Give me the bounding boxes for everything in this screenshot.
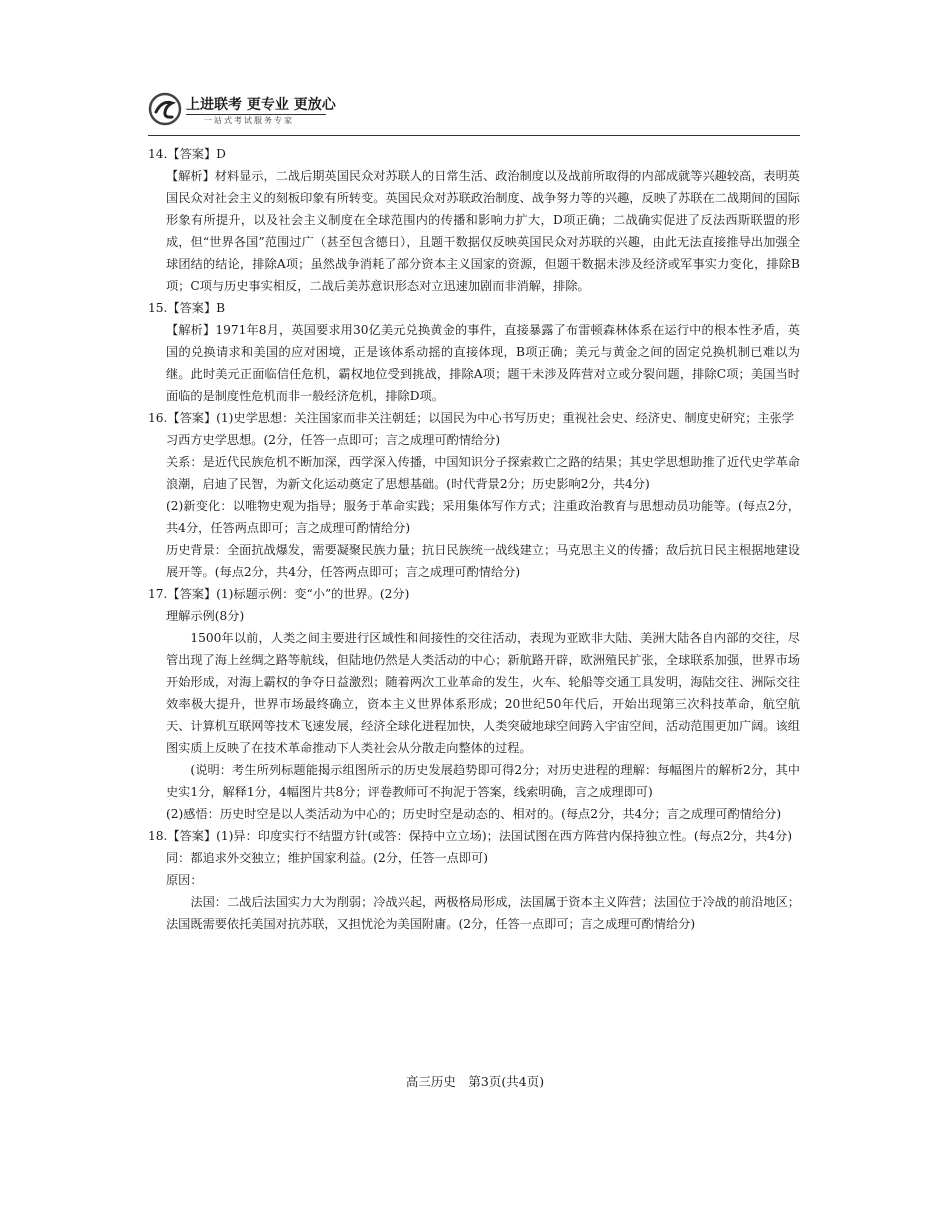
q17-answer: 17.【答案】(1)标题示例：变“小”的世界。(2分) — [148, 587, 410, 601]
q18-france: 法国：二战后法国实力大为削弱；冷战兴起，两极格局形成，法国属于资本主义阵营；法国位于冷战的前沿地区；法国既需要依托美国对抗苏联，又担忧沦为美国附庸。(2分，任答一点即可；言之成理可酌情给分) — [166, 895, 800, 931]
q18-reason-label: 原因： — [166, 873, 203, 887]
q15-explanation: 【解析】1971年8月，英国要求用30亿美元兑换黄金的事件，直接暴露了布雷顿森林体系在运行中的根本性矛盾，英国的兑换请求和美国的应对困境，正是该体系动摇的直接体现，B项正确；美元与黄金之间的固定兑换机制已难以为继。此时美元正面临信任危机，霸权地位受到挑战，排除A项；题干未涉及阵营对立或分裂问题，排除C项；美国当时面临的是制度性危机而非一般经济危机，排除D项。 — [166, 323, 800, 403]
q14-explanation: 【解析】材料显示，二战后期英国民众对苏联人的日常生活、政治制度以及战前所取得的内部成就等兴趣较高，表明英国民众对社会主义的刻板印象有所转变。英国民众对苏联政治制度、战争努力等的兴趣，反映了苏联在二战期间的国际形象有所提升，以及社会主义制度在全球范围内的传播和影响力扩大，D项正确；二战确实促进了反法西斯联盟的形成，但“世界各国”范围过广（甚至包含德日），且题干数据仅反映英国民众对苏联的兴趣，由此无法直接推导出加强全球团结的结论，排除A项；虽然战争消耗了部分资本主义国家的资源，但题干数据未涉及经济或军事实力变化，排除B项；C项与历史事实相反，二战后美苏意识形态对立迅速加剧而非消解，排除。 — [166, 169, 800, 293]
brand-title: 上进联考 更专业 更放心 — [186, 97, 336, 113]
question-18 — [148, 825, 800, 935]
q16-part2: (2)新变化：以唯物史观为指导；服务于革命实践；采用集体写作方式；注重政治教育与思想动员功能等。(每点2分，共4分，任答两点即可；言之成理可酌情给分) — [166, 499, 800, 535]
question-15 — [148, 297, 800, 407]
question-16 — [148, 407, 800, 583]
q17-part2: (2)感悟：历史时空是以人类活动为中心的；历史时空是动态的、相对的。(每点2分，共4分；言之成理可酌情给分) — [166, 807, 782, 821]
page-header — [148, 92, 800, 136]
q16-relation: 关系：是近代民族危机不断加深，西学深入传播，中国知识分子探索救亡之路的结果；其史学思想助推了近代史学革命浪潮，启迪了民智，为新文化运动奠定了思想基础。(时代背景2分；历史影响2分，共4分) — [166, 455, 800, 491]
header-divider — [148, 135, 800, 136]
q18-same: 同：都追求外交独立；维护国家利益。(2分，任答一点即可) — [166, 851, 488, 865]
q17-note: (说明：考生所列标题能揭示组图所示的历史发展趋势即可得2分；对历史进程的理解：每幅图片的解析2分，其中史实1分，解释1分，4幅图片共8分；评卷教师可不拘泥于答案，线索明确，言之成理即可) — [166, 763, 800, 799]
q17-essay: 1500年以前，人类之间主要进行区域性和间接性的交往活动，表现为亚欧非大陆、美洲大陆各自内部的交往，尽管出现了海上丝绸之路等航线，但陆地仍然是人类活动的中心；新航路开辟，欧洲殖民扩张，全球联系加强，世界市场开始形成，对海上霸权的争夺日益激烈；随着两次工业革命的发生，火车、轮船等交通工具发明，海陆交往、洲际交往效率极大提升，世界市场最终确立，资本主义世界体系形成；20世纪50年代后，开始出现第三次科技革命，航空航天、计算机互联网等技术飞速发展，经济全球化进程加快，人类突破地球空间跨入宇宙空间，活动范围更加广阔。该组图实质上反映了在技术革命推动下人类社会从分散走向整体的过程。 — [166, 631, 800, 755]
brand-subtitle: 一站式考试服务专家 — [204, 116, 294, 125]
page-footer: 高三历史 第3页(共4页) — [405, 1074, 545, 1089]
q17-example-label: 理解示例(8分) — [166, 609, 245, 623]
q15-answer: 15.【答案】B — [148, 301, 226, 315]
question-17 — [148, 583, 800, 825]
brand-logo-icon — [148, 92, 182, 126]
answer-content — [148, 143, 800, 935]
q18-answer: 18.【答案】(1)异：印度实行不结盟方针(或答：保持中立立场)；法国试图在西方阵营内保持独立性。(每点2分，共4分) — [148, 829, 792, 843]
question-14 — [148, 143, 800, 297]
q16-background: 历史背景：全面抗战爆发，需要凝聚民族力量；抗日民族统一战线建立；马克思主义的传播；敌后抗日民主根据地建设展开等。(每点2分，共4分，任答两点即可；言之成理可酌情给分) — [166, 543, 800, 579]
q14-answer: 14.【答案】D — [148, 147, 226, 161]
q16-answer: 16.【答案】(1)史学思想：关注国家而非关注朝廷；以国民为中心书写历史；重视社会史、经济史、制度史研究；主张学习西方史学思想。(2分，任答一点即可；言之成理可酌情给分) — [148, 411, 795, 447]
